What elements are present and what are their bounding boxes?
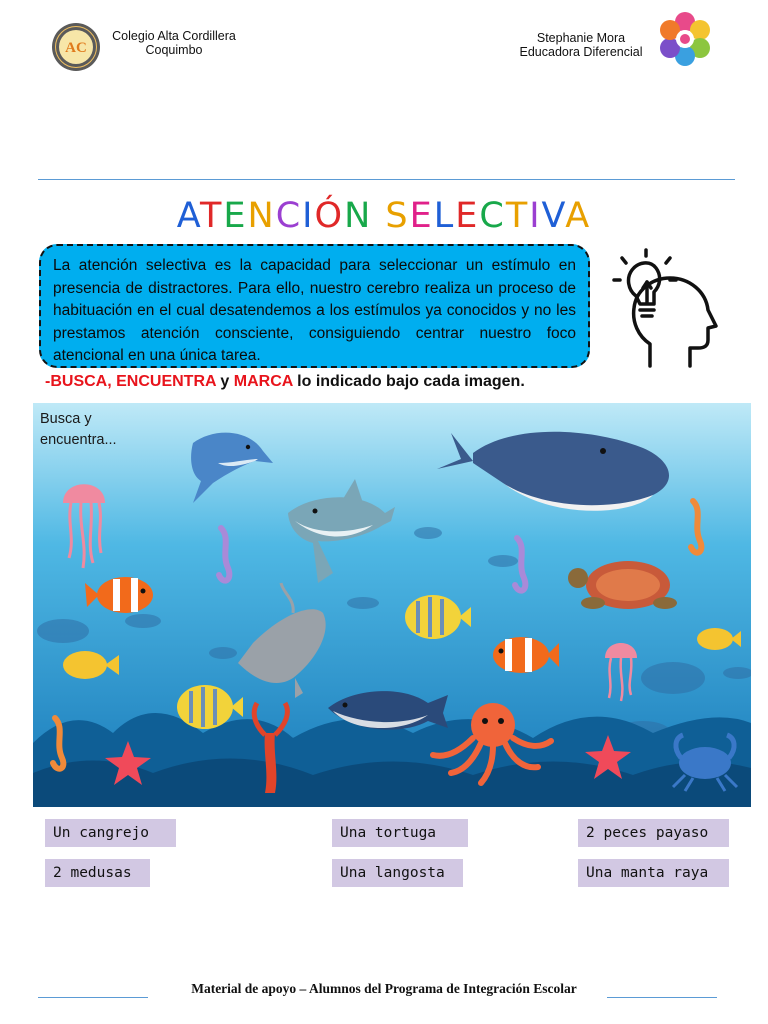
instruction-rest: lo indicado bajo cada imagen. (292, 373, 525, 390)
instruction-text (45, 373, 525, 391)
title-letter: S (385, 196, 410, 236)
school-city: Coquimbo (145, 43, 203, 57)
footer-rule-left (38, 997, 148, 998)
teacher-role: Educadora Diferencial (519, 45, 643, 59)
title-letter: A (565, 196, 592, 236)
title-letter: C (275, 196, 303, 236)
definition-box: La atención selectiva es la capacidad para seleccionar un estímulo en presencia de distractores. Para ello, nuestro cerebro realiza un proceso de habituación en el cual desatendemos a los estímulos ya conocidos y no les prestamos atención consciente, consiguiendo centrar nuestro foco atencional en una única tarea. (39, 244, 590, 368)
ocean-scene-image (33, 403, 751, 807)
header-rule (38, 179, 735, 180)
footer-text: Material de apoyo – Alumnos del Programa de Integración Escolar (191, 981, 577, 996)
ocean-label: Busca y encuentra... (40, 411, 117, 448)
title-letter: T (200, 196, 224, 236)
page-title (0, 196, 768, 236)
title-letter: E (409, 196, 434, 236)
title-letter: V (541, 196, 566, 236)
footer-rule-right (607, 997, 717, 998)
teacher-name: Stephanie Mora (536, 31, 626, 45)
find-item-lobster: Una langosta (332, 859, 463, 887)
find-item-jellyfish: 2 medusas (45, 859, 150, 887)
school-info (108, 29, 240, 57)
svg-text:AC: AC (65, 40, 87, 56)
title-letter: N (247, 196, 276, 236)
title-letter: N (344, 196, 373, 236)
school-name: Colegio Alta Cordillera (112, 29, 236, 43)
title-letter: I (302, 196, 315, 236)
head-lightbulb-icon (610, 248, 726, 372)
teacher-info (512, 31, 650, 59)
find-item-clownfish: 2 peces payaso (578, 819, 729, 847)
title-letter: E (455, 196, 480, 236)
title-letter: A (176, 196, 201, 236)
title-letter: E (223, 196, 248, 236)
flower-logo-icon (656, 10, 714, 68)
title-letter (372, 196, 385, 236)
title-letter: T (505, 196, 530, 236)
title-letter: Ó (314, 196, 345, 236)
find-item-turtle: Una tortuga (332, 819, 468, 847)
find-item-crab: Un cangrejo (45, 819, 176, 847)
instruction-verb-mark: MARCA (233, 373, 293, 390)
title-letter: L (433, 196, 456, 236)
school-logo-icon (51, 22, 101, 72)
instruction-connector: y (215, 373, 234, 390)
title-letter: C (479, 196, 506, 236)
title-letter: I (529, 196, 542, 236)
instruction-verbs: -BUSCA, ENCUENTRA (45, 373, 216, 390)
find-item-manta-ray: Una manta raya (578, 859, 729, 887)
